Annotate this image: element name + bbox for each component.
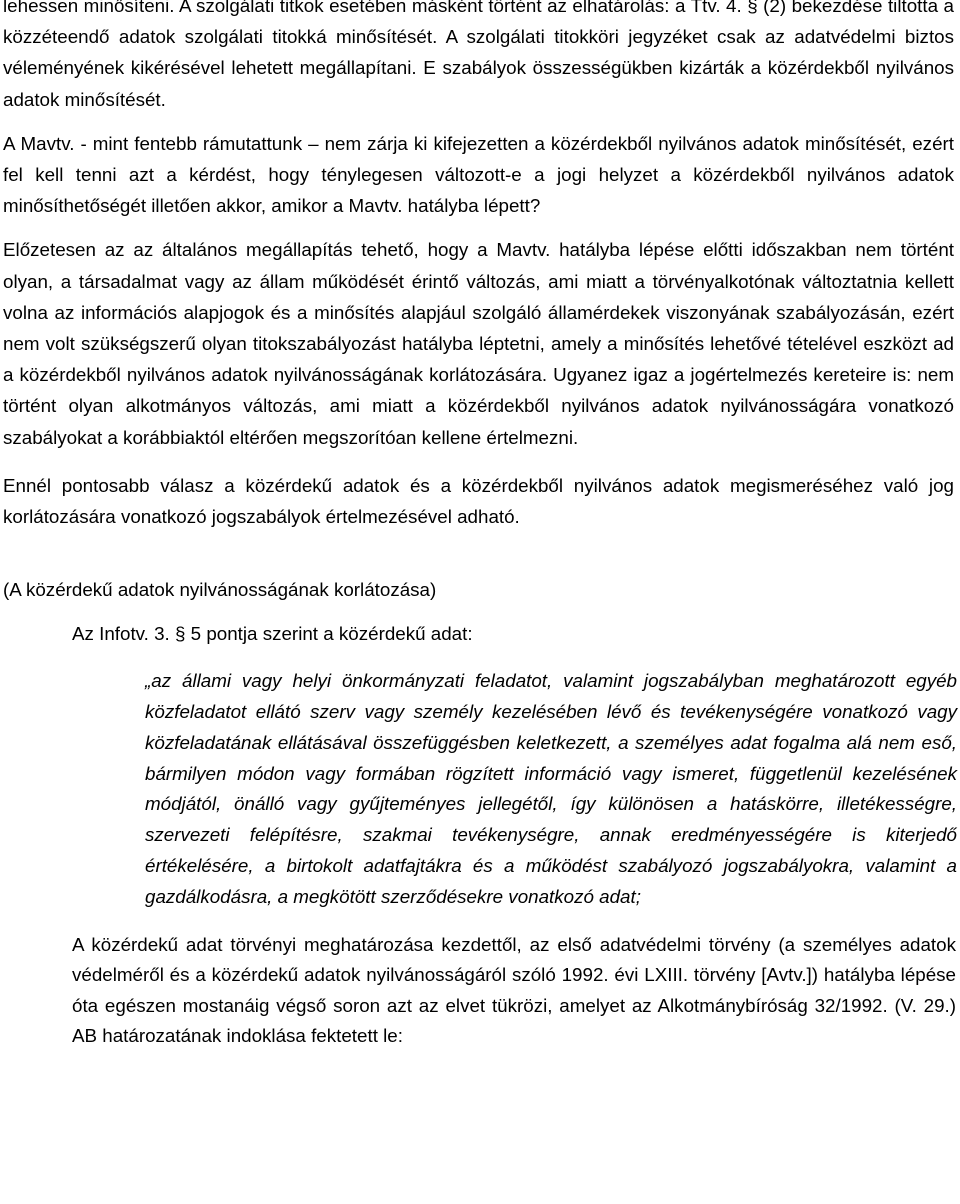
paragraph-secret-classification: lehessen minősíteni. A szolgálati titkok esetében másként történt az elhatárolás: a Ttv. 4. § (2) bekezdése tiltotta a közzéteendő adatok szolgálati titokká minősítését. A szolgálati titokköri jegyzéket csak az adatvédelmi biztos véleményének kikérésével lehetett megállapítani. E szabályok összességükben kizárták a közérdekből nyilvános adatok minősítését. bbox=[3, 0, 954, 110]
paragraph-statutory-definition: A közérdekű adat törvényi meghatározása kezdettől, az első adatvédelmi törvény (a személyes adatok védelméről és a közérdekű adatok nyilvánosságáról szóló 1992. évi LXIII. törvény [Avtv.]) hatályba lépése óta egészen mostanáig végső soron azt az elvet tükrözi, amelyet az Alkotmánybíróság 32/1992. (V. 29.) AB határozatának indoklása fektetett le: bbox=[72, 933, 956, 1047]
paragraph-general-finding: Előzetesen az az általános megállapítás tehető, hogy a Mavtv. hatályba lépése előtti időszakban nem történt olyan, a társadalmat vagy az állam működését érintő változás, ami miatt a törvényalkotónak változtatnia kellett volna az információs alapjogok és a minősítés alapjául szolgáló államérdekek viszonyának szabályozásán, ezért nem volt szükségszerű olyan titokszabályozást hatályba léptetni, amely a minősítés lehetővé tételével eszközt ad a közérdekből nyilvános adatok nyilvánosságának korlátozására. Ugyanez igaz a jogértelmezés kereteire is: nem történt olyan alkotmányos változás, ami miatt a közérdekből nyilvános adatok nyilvánosságára vonatkozó szabályokat a korábbiaktól eltérően megszorítóan kellene értelmezni. bbox=[3, 239, 954, 448]
definition-intro: Az Infotv. 3. § 5 pontja szerint a közérdekű adat: bbox=[72, 623, 473, 645]
legal-definition-quote: „az állami vagy helyi önkormányzati feladatot, valamint jogszabályban meghatározott egyéb közfeladatot ellátó szerv vagy személy kezelésében lévő és tevékenységére vonatkozó vagy közfeladatának ellátásával összefüggésben keletkezett, a személyes adat fogalma alá nem eső, bármilyen módon vagy formában rögzített információ vagy ismeret, függetlenül kezelésének módjától, önálló vagy gyűjteményes jellegétől, így különösen a hatáskörre, illetékességre, szervezeti felépítésre, szakmai tevékenységre, annak eredményességére is kiterjedő értékelésére, a birtokolt adatfajtákra és a működést szabályozó jogszabályokra, valamint a gazdálkodásra, a megkötött szerződésekre vonatkozó adat; bbox=[145, 670, 957, 907]
spacer bbox=[0, 115, 960, 128]
spacer bbox=[0, 605, 960, 618]
paragraph-precise-answer: Ennél pontosabb válasz a közérdekű adatok és a közérdekből nyilvános adatok megismeréséhez való jog korlátozására vonatkozó jogszabályok értelmezésével adható. bbox=[3, 474, 954, 528]
spacer bbox=[0, 913, 960, 930]
spacer bbox=[0, 649, 960, 666]
spacer bbox=[0, 221, 960, 234]
spacer bbox=[0, 532, 960, 574]
section-heading: (A közérdekű adatok nyilvánosságának korlátozása) bbox=[3, 579, 437, 601]
paragraph-mavtv-question: A Mavtv. - mint fentebb rámutattunk – nem zárja ki kifejezetten a közérdekből nyilvános adatok minősítését, ezért fel kell tenni azt a kérdést, hogy ténylegesen változott-e a jogi helyzet a közérdekből nyilvános adatok minősíthetőségét illetően akkor, amikor a Mavtv. hatályba lépett? bbox=[3, 132, 954, 217]
spacer bbox=[0, 453, 960, 470]
